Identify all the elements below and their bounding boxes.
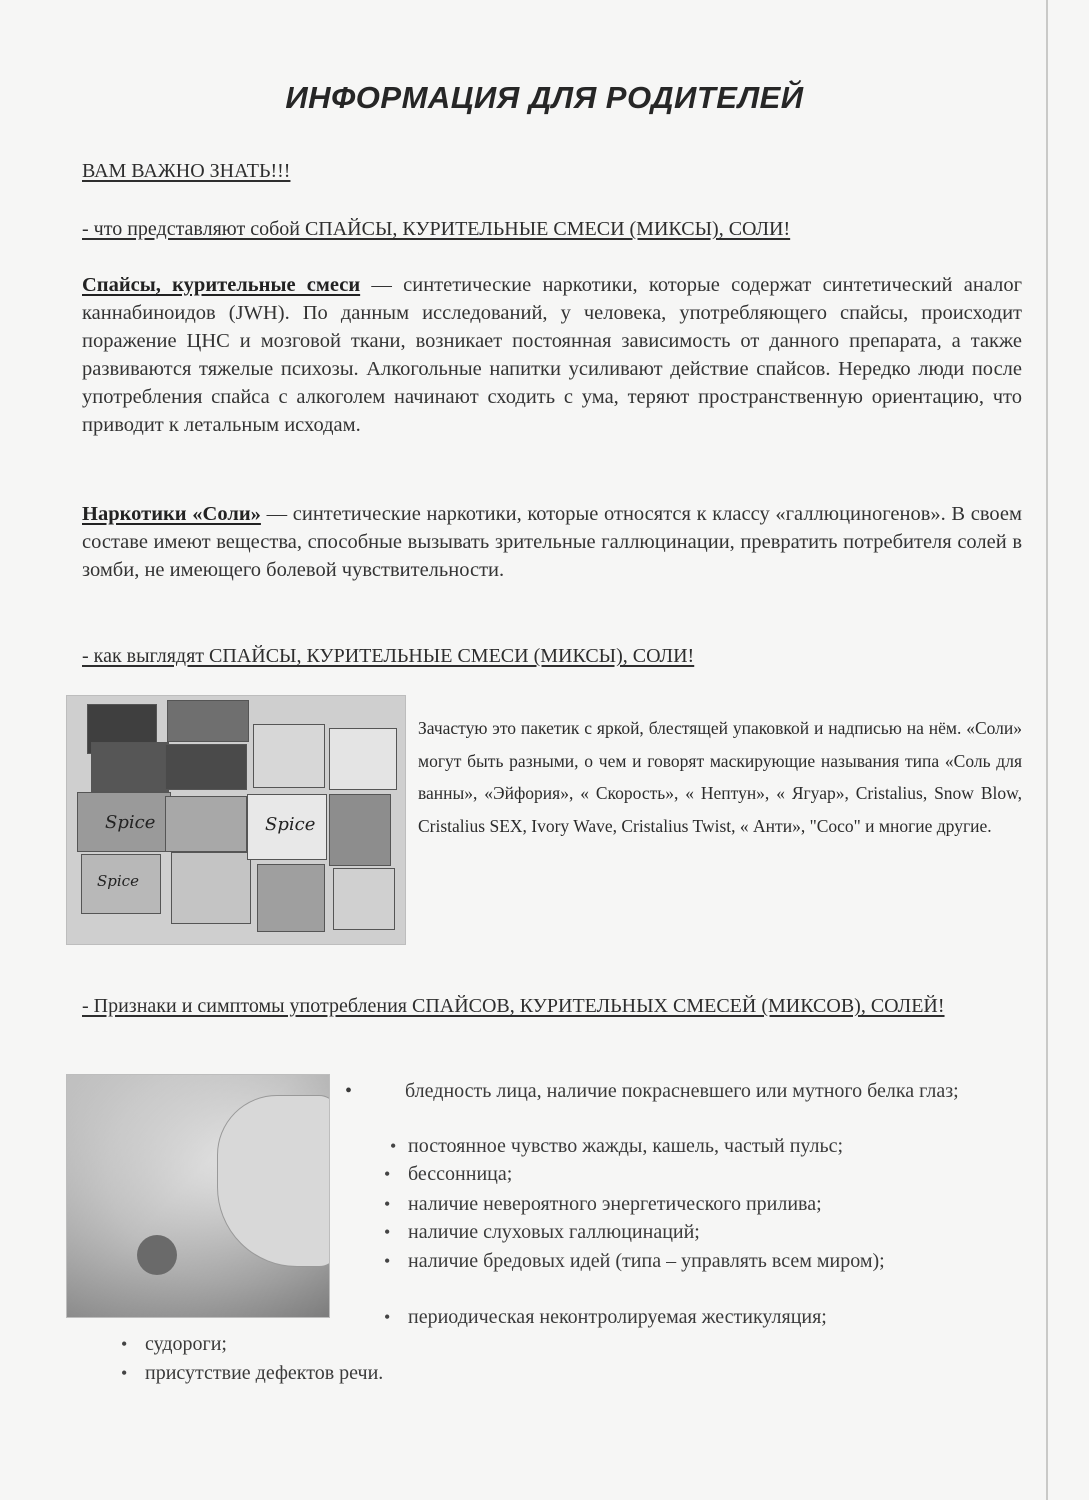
packet-image bbox=[171, 852, 251, 924]
bullet-dot: • bbox=[390, 1136, 397, 1156]
packet-image bbox=[165, 796, 247, 852]
spice-description: — синтетические наркотики, которые содержат синтетический аналог каннабиноидов (JWH). По данным исследований, у человека, употребляющего спайсы, происходит поражение ЦНС и мозговой ткани, возникает постоянная зависимость от данного препарата, а также развиваются тяжелые психозы. Алкогольные напитки усиливают действие спайсов. Нередко люди после употребления спайса с алкоголем начинают сходить с ума, теряют пространственную ориентацию, что приводит к летальным исходам. bbox=[82, 274, 1023, 436]
symptom-item: • наличие бредовых идей (типа – управлять всем миром); bbox=[408, 1247, 1022, 1275]
salts-term: Наркотики «Соли» bbox=[82, 503, 261, 525]
packets-photo bbox=[66, 695, 406, 945]
appearance-paragraph: Зачастую это пакетик с яркой, блестящей упаковкой и надписью на нём. «Соли» могут быть разными, о чем и говорят маскирующие называния типа «Соль для ванны», «Эйфория», « Скорость», « Нептун», « Ягуар», Cristalius, Snow Blow, Cristalius SEX, Ivory Wave, Cristalius Twist, « Анти», "Coco" и многие другие. bbox=[418, 718, 1022, 836]
packet-image bbox=[167, 700, 249, 742]
document-title: ИНФОРМАЦИЯ ДЛЯ РОДИТЕЛЕЙ bbox=[285, 80, 804, 115]
spice-term: Спайсы, курительные смеси bbox=[82, 274, 361, 296]
salts-description: — синтетические наркотики, которые относятся к классу «галлюциногенов». В своем составе имеют вещества, способные вызывать зрительные галлюцинации, превратить потребителя солей в зомби, не имеющего болевой чувствительности. bbox=[82, 503, 1022, 581]
symptom-item: • бессонница; bbox=[408, 1160, 512, 1188]
packet-label: Spice bbox=[105, 812, 156, 833]
section-what-heading: - что представляют собой СПАЙСЫ, КУРИТЕЛЬНЫЕ СМЕСИ (МИКСЫ), СОЛИ! bbox=[82, 218, 791, 240]
packet-image bbox=[333, 868, 395, 930]
pipe-image bbox=[137, 1235, 177, 1275]
spice-paragraph bbox=[82, 271, 1022, 439]
packet-image bbox=[253, 724, 325, 788]
symptom-item: • периодическая неконтролируемая жестикуляция; bbox=[408, 1303, 827, 1331]
salts-paragraph bbox=[82, 500, 1022, 584]
packet-image bbox=[91, 742, 169, 792]
smoking-photo bbox=[66, 1074, 330, 1318]
section-appearance-heading: - как выглядят СПАЙСЫ, КУРИТЕЛЬНЫЕ СМЕСИ (МИКСЫ), СОЛИ! bbox=[82, 645, 695, 667]
packet-label: Spice bbox=[265, 814, 316, 835]
bullet-dot: • bbox=[384, 1164, 391, 1184]
symptom-item: • присутствие дефектов речи. bbox=[145, 1359, 383, 1387]
symptom-item: • судороги; bbox=[145, 1330, 227, 1358]
page-edge-line bbox=[1046, 0, 1048, 1500]
bullet-dot: • bbox=[384, 1251, 391, 1271]
important-heading: ВАМ ВАЖНО ЗНАТЬ!!! bbox=[82, 160, 291, 182]
symptom-item: • наличие слуховых галлюцинаций; bbox=[408, 1218, 700, 1246]
packet-image bbox=[165, 744, 247, 790]
packet-image bbox=[329, 728, 397, 790]
bullet-dot: • bbox=[384, 1222, 391, 1242]
bullet-dot: • bbox=[384, 1194, 391, 1214]
packet-image bbox=[329, 794, 391, 866]
bullet-dot: • bbox=[121, 1334, 128, 1354]
section-symptoms-heading: - Признаки и симптомы употребления СПАЙСОВ, КУРИТЕЛЬНЫХ СМЕСЕЙ (МИКСОВ), СОЛЕЙ! bbox=[82, 995, 945, 1017]
packet-image bbox=[257, 864, 325, 932]
bullet-dot: • bbox=[384, 1307, 391, 1327]
symptom-item: • бледность лица, наличие покрасневшего или мутного белка глаз; bbox=[345, 1077, 1022, 1105]
symptom-item: • наличие невероятного энергетического прилива; bbox=[408, 1190, 822, 1218]
packet-label: Spice bbox=[97, 872, 139, 890]
bullet-dot: • bbox=[345, 1080, 353, 1102]
symptom-item: • постоянное чувство жажды, кашель, частый пульс; bbox=[408, 1132, 843, 1160]
bullet-dot: • bbox=[121, 1363, 128, 1383]
